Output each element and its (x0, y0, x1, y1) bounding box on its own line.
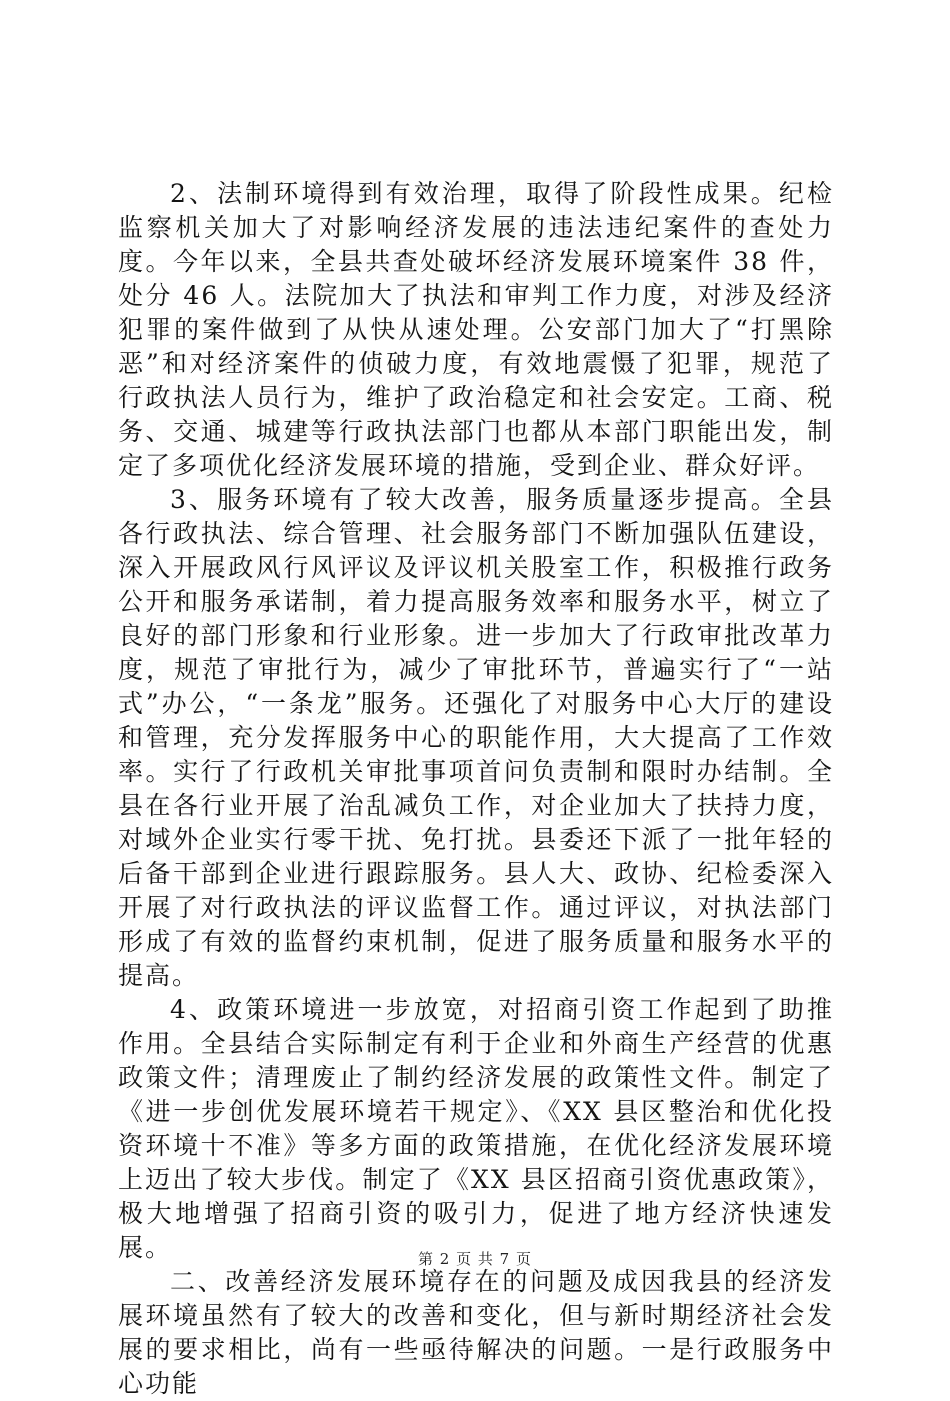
document-body (118, 177, 834, 1401)
page-number-footer: 第 2 页 共 7 页 (418, 1250, 532, 1268)
paragraph-legal-environment: 2、法制环境得到有效治理，取得了阶段性成果。纪检监察机关加大了对影响经济发展的违法违纪案件的查处力度。今年以来，全县共查处破坏经济发展环境案件 38 件，处分 46 人。法院加大了执法和审判工作力度，对涉及经济犯罪的案件做到了从快从速处理。公安部门加大了“打黑除恶”和对经济案件的侦破力度，有效地震慑了犯罪，规范了行政执法人员行为，维护了政治稳定和社会安定。工商、税务、交通、城建等行政执法部门也都从本部门职能出发，制定了多项优化经济发展环境的措施，受到企业、群众好评。 (118, 179, 834, 480)
paragraph-service-environment: 3、服务环境有了较大改善，服务质量逐步提高。全县各行政执法、综合管理、社会服务部门不断加强队伍建设，深入开展政风行风评议及评议机关股室工作，积极推行政务公开和服务承诺制，着力提高服务效率和服务水平，树立了良好的部门形象和行业形象。进一步加大了行政审批改革力度，规范了审批行为，减少了审批环节，普遍实行了“一站式”办公，“一条龙”服务。还强化了对服务中心大厅的建设和管理，充分发挥服务中心的职能作用，大大提高了工作效率。实行了行政机关审批事项首问负责制和限时办结制。全县在各行业开展了治乱减负工作，对企业加大了扶持力度，对域外企业实行零干扰、免打扰。县委还下派了一批年轻的后备干部到企业进行跟踪服务。县人大、政协、纪检委深入开展了对行政执法的评议监督工作。通过评议，对执法部门形成了有效的监督约束机制，促进了服务质量和服务水平的提高。 (118, 485, 834, 990)
paragraph-policy-environment: 4、政策环境进一步放宽，对招商引资工作起到了助推作用。全县结合实际制定有利于企业和外商生产经营的优惠政策文件；清理废止了制约经济发展的政策性文件。制定了《进一步创优发展环境若干规定》、《XX 县区整治和优化投资环境十不准》等多方面的政策措施，在优化经济发展环境上迈出了较大步伐。制定了《XX 县区招商引资优惠政策》，极大地增强了招商引资的吸引力，促进了地方经济快速发展。 (118, 995, 834, 1262)
paragraph-problems-section: 二、改善经济发展环境存在的问题及成因我县的经济发展环境虽然有了较大的改善和变化，但与新时期经济社会发展的要求相比，尚有一些亟待解决的问题。一是行政服务中心功能 (118, 1267, 834, 1398)
